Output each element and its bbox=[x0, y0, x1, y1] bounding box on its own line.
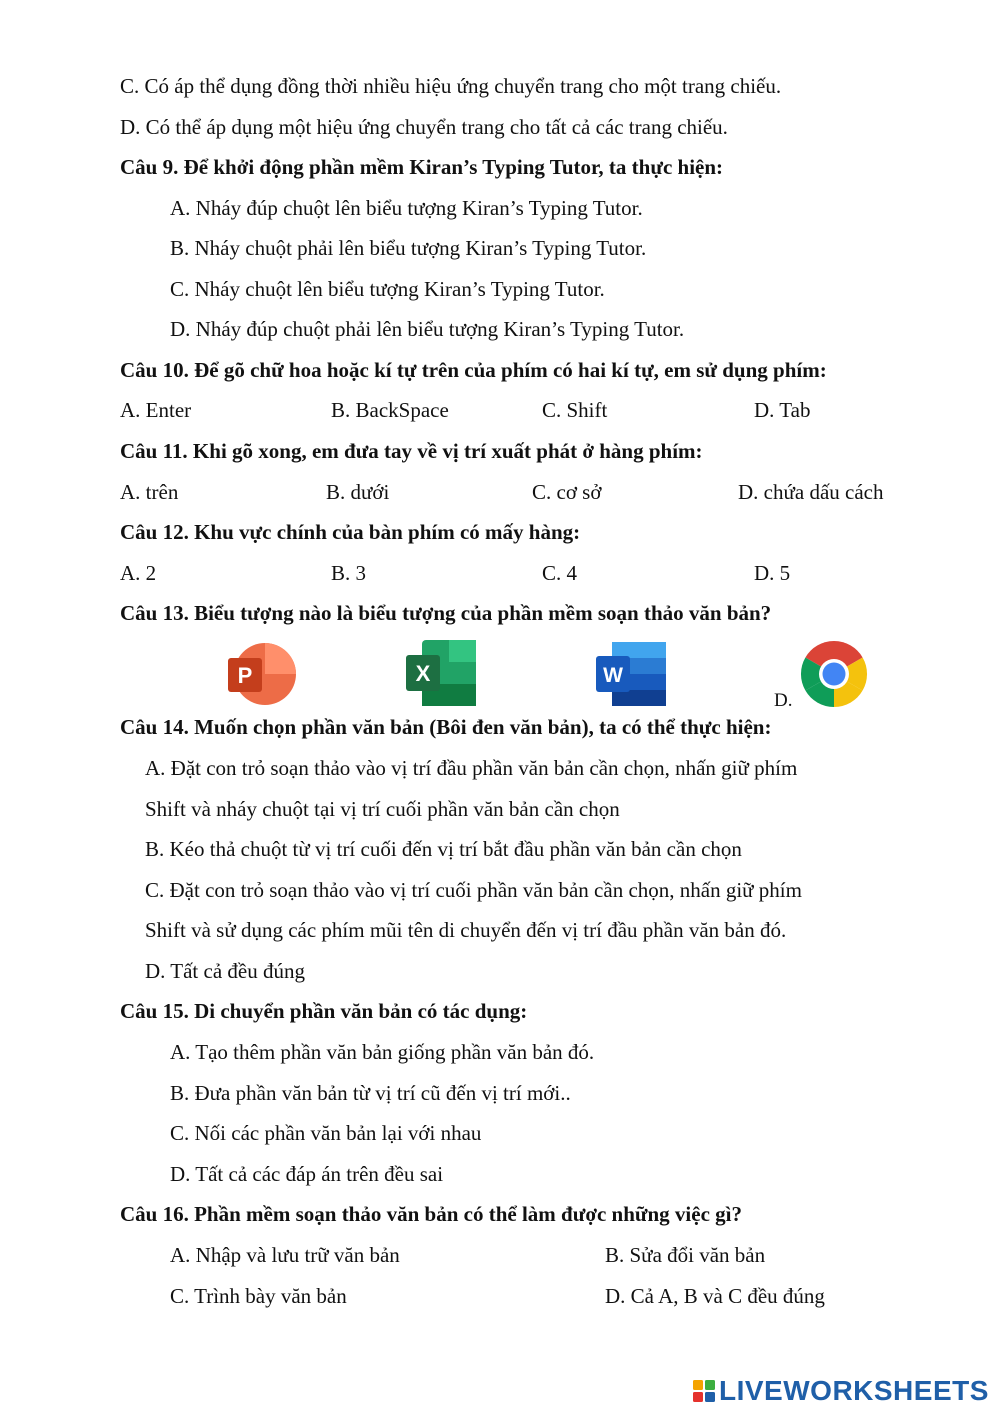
q12-option-d: D. 5 bbox=[754, 561, 791, 585]
question-12-title: Câu 12. Khu vực chính của bàn phím có mấy hàng: bbox=[120, 520, 581, 544]
q12-option-c: C. 4 bbox=[542, 561, 578, 585]
question-10-title: Câu 10. Để gõ chữ hoa hoặc kí tự trên của phím có hai kí tự, em sử dụng phím: bbox=[120, 358, 827, 382]
excel-icon bbox=[404, 638, 478, 708]
question-16-title: Câu 16. Phần mềm soạn thảo văn bản có thể làm được những việc gì? bbox=[120, 1202, 742, 1226]
q9-option-a: A. Nháy đúp chuột lên biểu tượng Kiran’s Typing Tutor. bbox=[170, 196, 643, 220]
q16-option-a: A. Nhập và lưu trữ văn bản bbox=[170, 1243, 400, 1267]
q14-option-a-line-1: A. Đặt con trỏ soạn thảo vào vị trí đầu phần văn bản cần chọn, nhấn giữ phím bbox=[145, 756, 798, 780]
excel-icon-cell-2 bbox=[449, 662, 476, 684]
liveworksheets-logo-text: LIVEWORKSHEETS bbox=[719, 1375, 989, 1406]
logo-mark-square-1 bbox=[693, 1380, 703, 1390]
q14-option-c-line-1: C. Đặt con trỏ soạn thảo vào vị trí cuối phần văn bản cần chọn, nhấn giữ phím bbox=[145, 878, 802, 902]
q15-option-b: B. Đưa phần văn bản từ vị trí cũ đến vị trí mới.. bbox=[170, 1081, 571, 1105]
logo-mark-square-4 bbox=[705, 1392, 715, 1402]
q16-option-b: B. Sửa đổi văn bản bbox=[605, 1243, 766, 1267]
q11-option-b: B. dưới bbox=[326, 480, 390, 504]
q12-option-a: A. 2 bbox=[120, 561, 157, 585]
q10-option-c: C. Shift bbox=[542, 398, 608, 422]
excel-icon-cell-1 bbox=[449, 640, 476, 662]
logo-mark-square-3 bbox=[693, 1392, 703, 1402]
q11-option-c: C. cơ sở bbox=[532, 480, 602, 504]
continued-option-d: D. Có thể áp dụng một hiệu ứng chuyển trang cho tất cả các trang chiếu. bbox=[120, 115, 728, 139]
logo-mark-square-2 bbox=[705, 1380, 715, 1390]
word-icon-band-1 bbox=[612, 642, 666, 658]
question-11-title: Câu 11. Khi gõ xong, em đưa tay về vị trí xuất phát ở hàng phím: bbox=[120, 439, 703, 463]
q9-option-d: D. Nháy đúp chuột phải lên biểu tượng Kiran’s Typing Tutor. bbox=[170, 317, 685, 341]
liveworksheets-logo-mark-icon bbox=[692, 1378, 716, 1404]
q11-option-a: A. trên bbox=[120, 480, 179, 504]
q12-option-b: B. 3 bbox=[331, 561, 367, 585]
q16-option-d: D. Cả A, B và C đều đúng bbox=[605, 1284, 825, 1308]
q14-option-c-line-2: Shift và sử dụng các phím mũi tên di chuyển đến vị trí đầu phần văn bản đó. bbox=[145, 918, 787, 942]
word-icon bbox=[594, 640, 668, 708]
excel-icon-letter: X bbox=[415, 661, 431, 686]
q9-option-b: B. Nháy chuột phải lên biểu tượng Kiran’s Typing Tutor. bbox=[170, 236, 647, 260]
q15-option-d: D. Tất cả các đáp án trên đều sai bbox=[170, 1162, 444, 1186]
q14-option-a-line-2: Shift và nháy chuột tại vị trí cuối phần văn bản cần chọn bbox=[145, 797, 620, 821]
q10-option-a: A. Enter bbox=[120, 398, 192, 422]
question-15-title: Câu 15. Di chuyển phần văn bản có tác dụng: bbox=[120, 999, 528, 1023]
q10-option-b: B. BackSpace bbox=[331, 398, 449, 422]
q14-option-b: B. Kéo thả chuột từ vị trí cuối đến vị trí bắt đầu phần văn bản cần chọn bbox=[145, 837, 742, 861]
q10-option-d: D. Tab bbox=[754, 398, 811, 422]
q14-option-d: D. Tất cả đều đúng bbox=[145, 959, 305, 983]
powerpoint-icon bbox=[224, 640, 298, 708]
q9-option-c: C. Nháy chuột lên biểu tượng Kiran’s Typing Tutor. bbox=[170, 277, 605, 301]
chrome-icon-center bbox=[823, 663, 846, 686]
q15-option-a: A. Tạo thêm phần văn bản giống phần văn bản đó. bbox=[170, 1040, 595, 1064]
q13-option-d-label: D. bbox=[774, 690, 793, 711]
chrome-icon bbox=[798, 638, 870, 710]
q16-option-c: C. Trình bày văn bản bbox=[170, 1284, 347, 1308]
powerpoint-icon-segment bbox=[265, 643, 296, 674]
word-icon-letter: W bbox=[603, 664, 623, 687]
liveworksheets-logo bbox=[692, 1376, 989, 1406]
question-9-title: Câu 9. Để khởi động phần mềm Kiran’s Typing Tutor, ta thực hiện: bbox=[120, 155, 724, 179]
question-14-title: Câu 14. Muốn chọn phần văn bản (Bôi đen văn bản), ta có thể thực hiện: bbox=[120, 715, 772, 739]
q11-option-d: D. chứa dấu cách bbox=[738, 480, 884, 504]
powerpoint-icon-letter: P bbox=[237, 663, 253, 688]
continued-option-c: C. Có áp thể dụng đồng thời nhiều hiệu ứng chuyển trang cho một trang chiếu. bbox=[120, 74, 782, 98]
word-icon-band-4 bbox=[612, 690, 666, 706]
question-13-title: Câu 13. Biểu tượng nào là biểu tượng của phần mềm soạn thảo văn bản? bbox=[120, 601, 772, 625]
q15-option-c: C. Nối các phần văn bản lại với nhau bbox=[170, 1121, 482, 1145]
